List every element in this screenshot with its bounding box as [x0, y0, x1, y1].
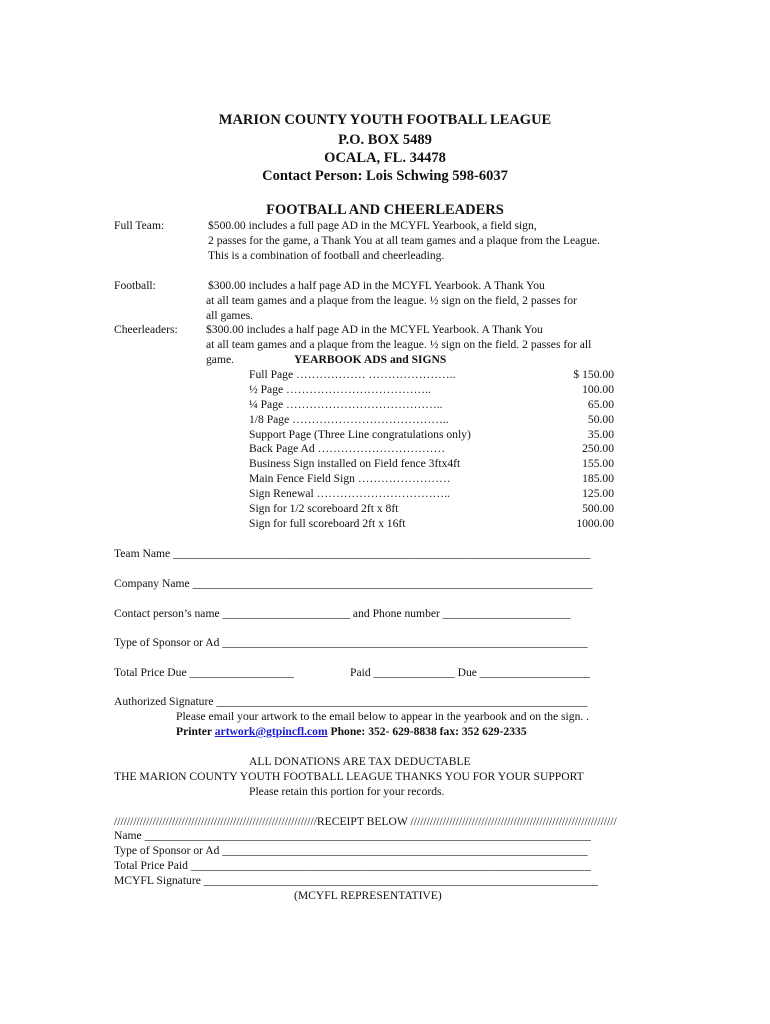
price-item-label: Support Page (Three Line congratulations only) [249, 428, 471, 441]
cheerleaders-line-3: game. [206, 353, 235, 366]
po-box: P.O. BOX 5489 [338, 132, 432, 148]
full-team-line-3: This is a combination of football and cheerleading. [208, 249, 445, 262]
contact-phone-field[interactable]: Contact person’s name ______________________ and Phone number ______________________ [114, 607, 571, 620]
representative-label: (MCYFL REPRESENTATIVE) [294, 889, 442, 902]
price-item-value: 1000.00 [576, 517, 614, 530]
authorized-signature-field[interactable]: Authorized Signature ________________________________________________________________ [114, 695, 588, 708]
price-item-label: Main Fence Field Sign …………………… [249, 472, 451, 485]
receipt-total-price-field[interactable]: Total Price Paid _____________________________________________________________________ [114, 859, 591, 872]
artwork-note: Please email your artwork to the email below to appear in the yearbook and on the sign. . [176, 710, 590, 723]
contact-person: Contact Person: Lois Schwing 598-6037 [262, 168, 508, 184]
paid-due-field[interactable]: Paid ______________ Due ___________________ [350, 666, 590, 679]
company-name-field[interactable]: Company Name _____________________________________________________________________ [114, 577, 593, 590]
total-price-due-field[interactable]: Total Price Due __________________ [114, 666, 294, 679]
receipt-divider: ///////////////////////////////////////////////////////////////RECEIPT BELOW //////////////////////////////////////////////////////////////// [114, 815, 617, 828]
price-item-value: 35.00 [587, 428, 614, 441]
city-state: OCALA, FL. 34478 [324, 150, 446, 166]
football-label: Football: [114, 279, 156, 292]
price-item-value: 155.00 [582, 457, 614, 470]
football-line-1: $300.00 includes a half page AD in the MCYFL Yearbook. A Thank You [208, 279, 545, 292]
football-line-3: all games. [206, 309, 254, 322]
price-item-label: ¼ Page ………………………………….. [249, 398, 443, 411]
section-title: FOOTBALL AND CHEERLEADERS [266, 202, 504, 218]
price-item-label: Sign Renewal …………………………….. [249, 487, 450, 500]
cheerleaders-line-1: $300.00 includes a half page AD in the MCYFL Yearbook. A Thank You [206, 323, 543, 336]
printer-email-link[interactable]: artwork@gtpincfl.com [214, 725, 328, 738]
price-item-label: Back Page Ad …………………………… [249, 442, 446, 455]
retain-note: Please retain this portion for your records. [249, 785, 445, 798]
price-item-label: Sign for full scoreboard 2ft x 16ft [249, 517, 406, 530]
printer-info [176, 725, 527, 740]
printer-phone: Phone: 352- 629-8838 fax: 352 629-2335 [327, 725, 527, 738]
yearbook-title: YEARBOOK ADS and SIGNS [294, 353, 447, 366]
price-item-value: $ 150.00 [573, 368, 614, 381]
receipt-signature-field[interactable]: MCYFL Signature ____________________________________________________________________ [114, 874, 598, 887]
price-item-label: Full Page ……………… ………………….. [249, 368, 456, 381]
receipt-name-field[interactable]: Name _____________________________________________________________________________ [114, 829, 591, 842]
football-line-2: at all team games and a plaque from the league. ½ sign on the field, 2 passes for [206, 294, 577, 307]
cheerleaders-line-2: at all team games and a plaque from the league. ½ sign on the field. 2 passes for all [206, 338, 592, 351]
price-item-label: Business Sign installed on Field fence 3ftx4ft [249, 457, 461, 470]
thank-you-note: THE MARION COUNTY YOUTH FOOTBALL LEAGUE THANKS YOU FOR YOUR SUPPORT [114, 770, 584, 783]
price-item-value: 50.00 [587, 413, 614, 426]
price-item-value: 100.00 [582, 383, 614, 396]
price-item-value: 500.00 [582, 502, 614, 515]
price-item-value: 250.00 [582, 442, 614, 455]
printer-label: Printer [176, 725, 215, 738]
league-name: MARION COUNTY YOUTH FOOTBALL LEAGUE [218, 112, 552, 128]
price-item-value: 65.00 [587, 398, 614, 411]
price-item-label: 1/8 Page ………………………………….. [249, 413, 449, 426]
price-item-label: Sign for 1/2 scoreboard 2ft x 8ft [249, 502, 399, 515]
full-team-label: Full Team: [114, 219, 165, 232]
price-item-value: 185.00 [582, 472, 614, 485]
tax-deductible-note: ALL DONATIONS ARE TAX DEDUCTABLE [249, 755, 471, 768]
receipt-sponsor-type-field[interactable]: Type of Sponsor or Ad _______________________________________________________________ [114, 844, 588, 857]
full-team-line-1: $500.00 includes a full page AD in the MCYFL Yearbook, a field sign, [208, 219, 537, 232]
cheerleaders-label: Cheerleaders: [114, 323, 178, 336]
sponsor-type-field[interactable]: Type of Sponsor or Ad _______________________________________________________________ [114, 636, 588, 649]
price-item-label: ½ Page ……………………………….. [249, 383, 431, 396]
full-team-line-2: 2 passes for the game, a Thank You at all team games and a plaque from the League. [208, 234, 600, 247]
price-item-value: 125.00 [582, 487, 614, 500]
team-name-field[interactable]: Team Name ________________________________________________________________________ [114, 547, 591, 560]
